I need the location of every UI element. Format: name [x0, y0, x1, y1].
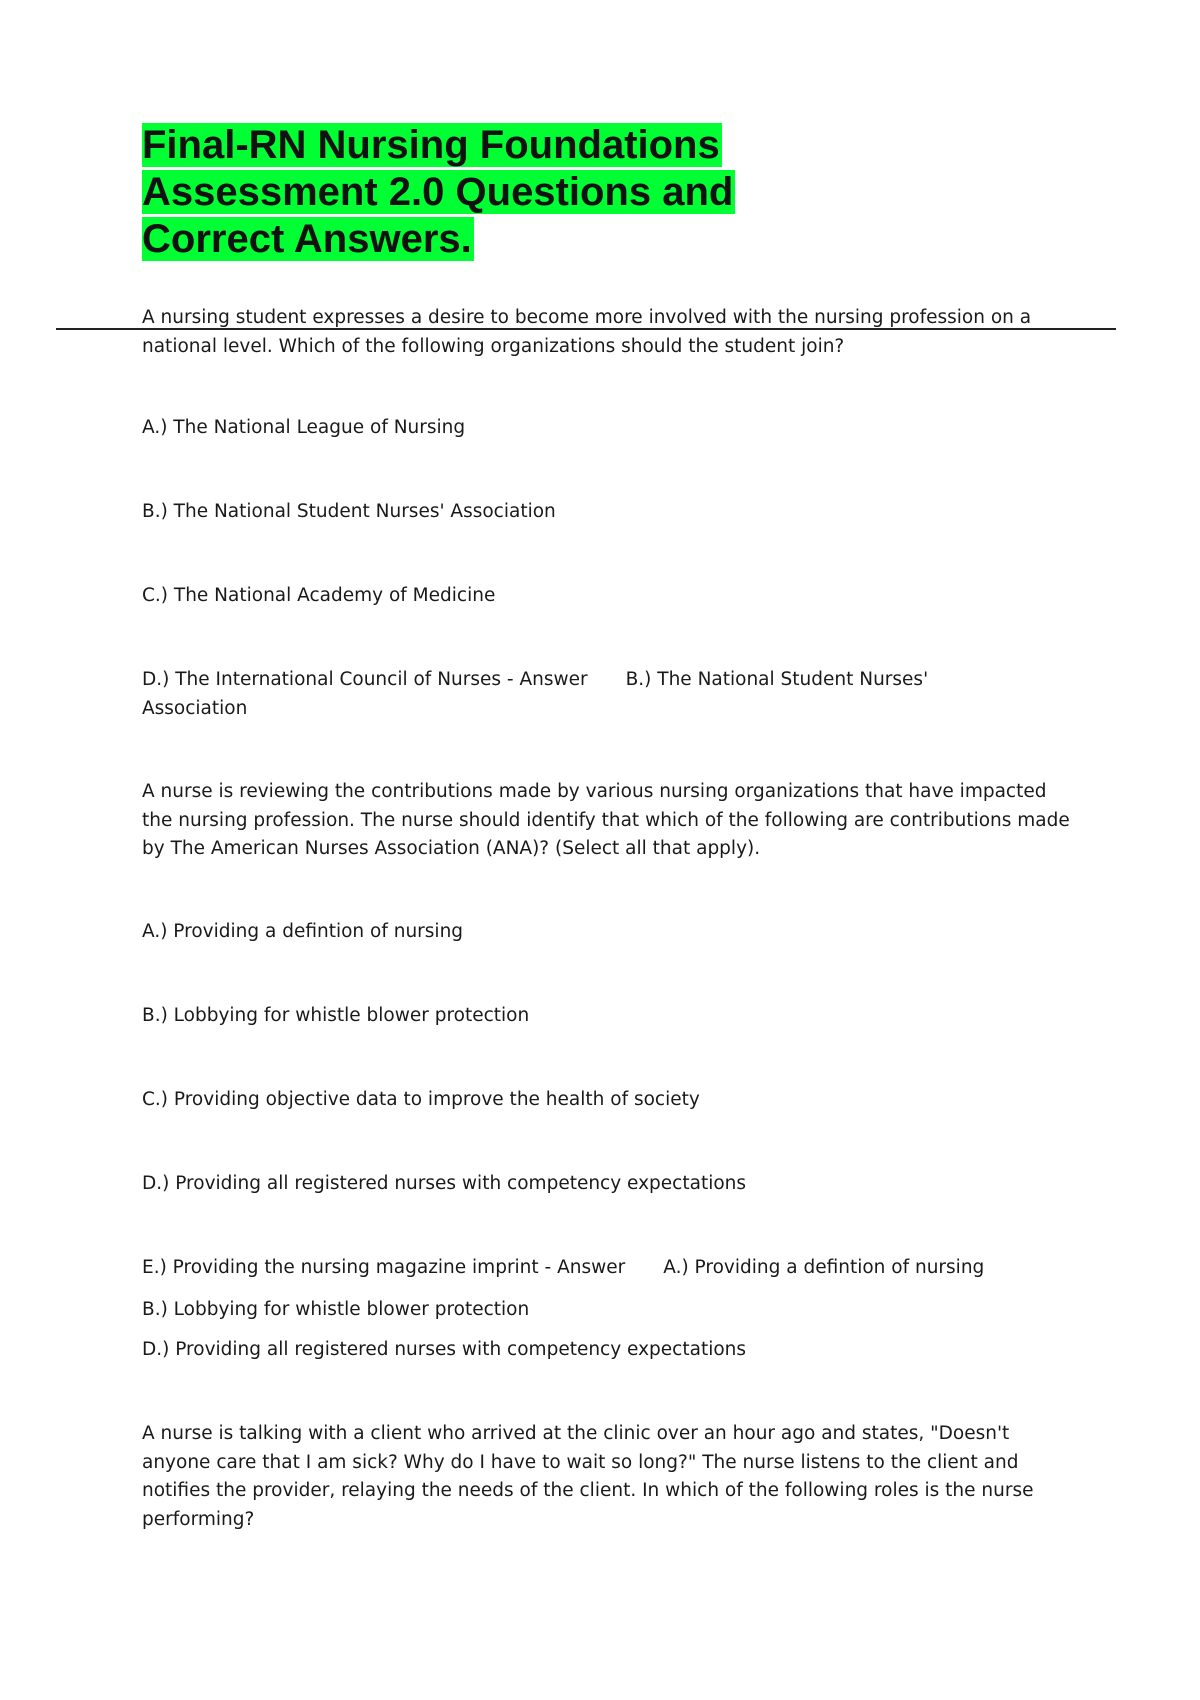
question-2-option-c: C.) Providing objective data to improve the health of society — [142, 1089, 700, 1110]
question-1-prompt: A nursing student expresses a desire to become more involved with the nursing profession on a national level. Which of the following organizations should the student join? — [142, 307, 1032, 357]
question-2-option-a: A.) Providing a defintion of nursing — [142, 921, 464, 942]
question-2-option-d: D.) Providing all registered nurses with competency expectations — [142, 1173, 747, 1194]
question-1-option-b: B.) The National Student Nurses' Association — [142, 501, 556, 522]
question-1-option-d: D.) The International Council of Nurses - Answer — [142, 669, 588, 690]
question-1-option-c: C.) The National Academy of Medicine — [142, 585, 496, 606]
title-line-1: Final-RN Nursing Foundations — [142, 123, 720, 167]
question-1-answer: B.) The National Student Nurses' Association — [142, 669, 929, 719]
question-2-option-b: B.) Lobbying for whistle blower protection — [142, 1005, 530, 1026]
document-title — [142, 122, 902, 263]
question-2-option-e-with-answer — [142, 1254, 1072, 1283]
title-line-2: Assessment 2.0 Questions and — [142, 170, 734, 214]
question-1-option-a: A.) The National League of Nursing — [142, 417, 466, 438]
title-line-3: Correct Answers. — [142, 217, 472, 261]
question-3-prompt: A nurse is talking with a client who arrived at the clinic over an hour ago and states, "Doesn't anyone care that I am sick? Why do I have to wait so long?" The nurse listens to the client and notifies the provider, relaying the needs of the client. In which of the following roles is the nurse performing? — [142, 1423, 1034, 1530]
question-2-answer-1: A.) Providing a defintion of nursing — [663, 1257, 985, 1278]
question-1-option-d-with-answer — [142, 666, 962, 723]
question-2-prompt: A nurse is reviewing the contributions made by various nursing organizations that have impacted the nursing profession. The nurse should identify that which of the following are contributions made by The American Nurses Association (ANA)? (Select all that apply). — [142, 781, 1070, 859]
question-2-option-e: E.) Providing the nursing magazine imprint - Answer — [142, 1257, 626, 1278]
question-2-answer-2: B.) Lobbying for whistle blower protection — [142, 1299, 530, 1320]
question-2-answer-3: D.) Providing all registered nurses with competency expectations — [142, 1339, 747, 1360]
